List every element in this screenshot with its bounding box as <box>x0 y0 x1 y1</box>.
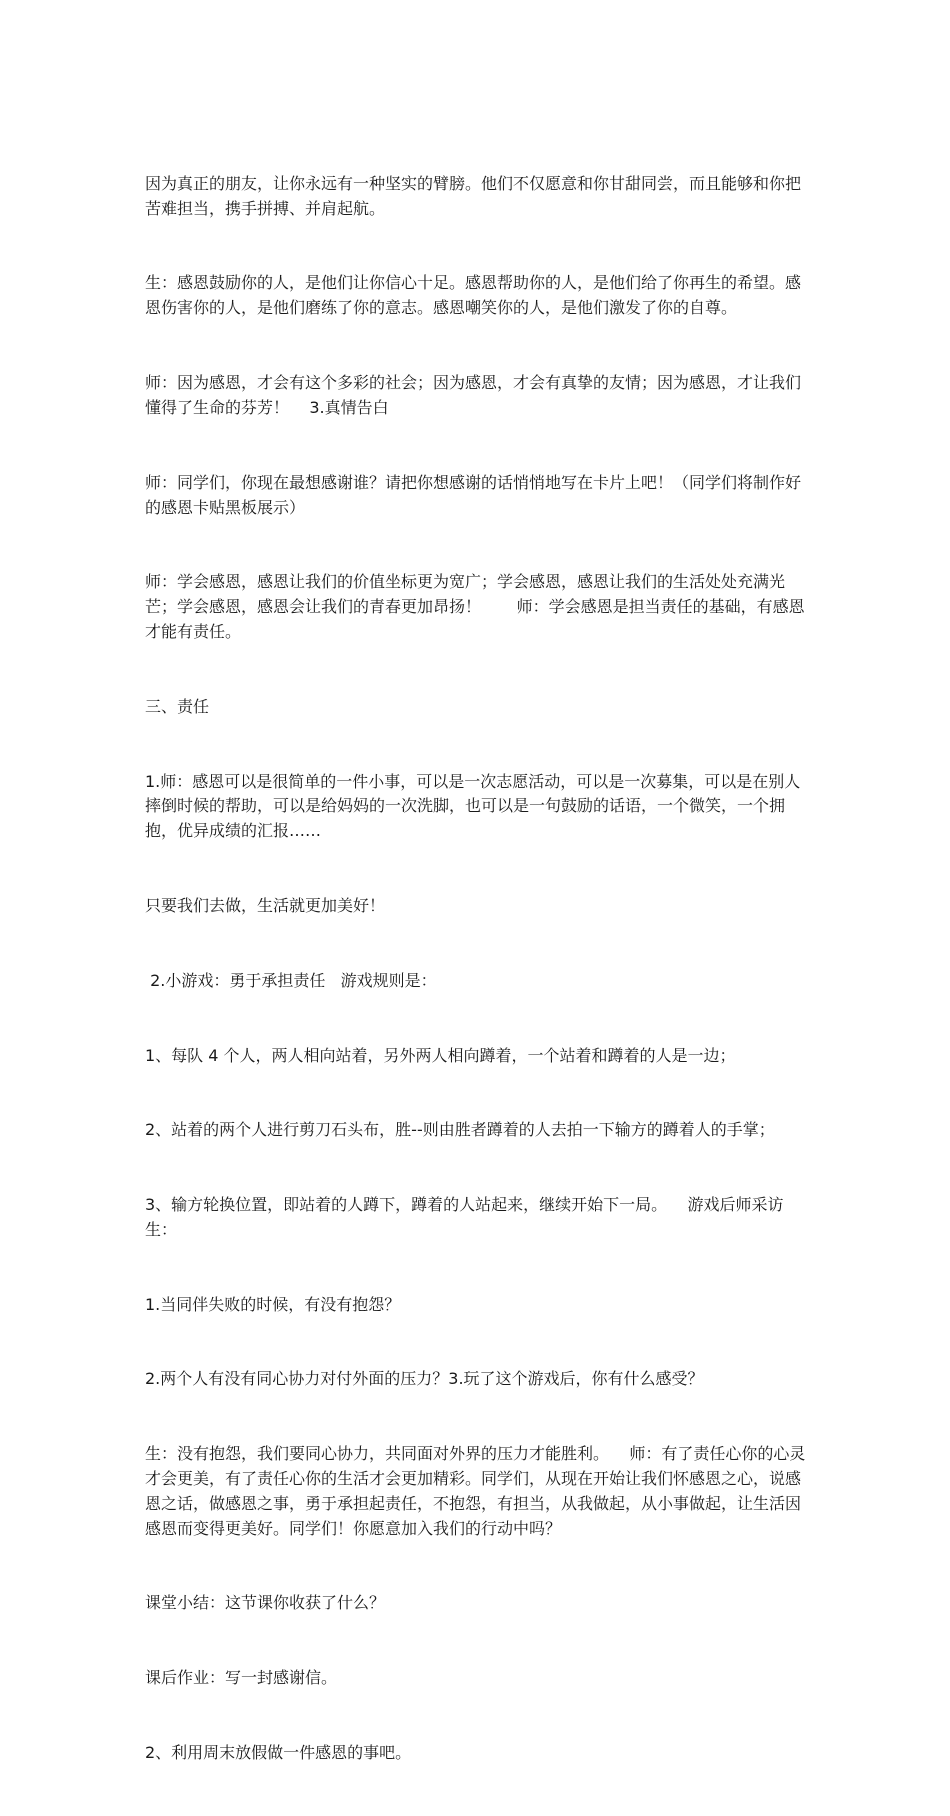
paragraph-weekend-task: 2、利用周末放假做一件感恩的事吧。 <box>145 1742 412 1762</box>
game-rule-1: 1、每队 4 个人，两人相向站着，另外两人相向蹲着，一个站着和蹲着的人是一边； <box>145 1045 736 1065</box>
paragraph-teacher-card: 师：同学们，你现在最想感谢谁？请把你想感谢的话悄悄地写在卡片上吧！（同学们将制作好的感恩卡贴黑板展示） <box>145 472 802 517</box>
document-body <box>145 122 813 1816</box>
section-heading-responsibility: 三、责任 <box>145 696 210 716</box>
paragraph-class-summary: 课堂小结：这节课你收获了什么？ <box>145 1593 386 1613</box>
game-rule-2: 2、站着的两个人进行剪刀石头布，胜--则由胜者蹲着的人去拍一下输方的蹲着人的手掌； <box>145 1120 775 1140</box>
paragraph-friends: 因为真正的朋友，让你永远有一种坚实的臂膀。他们不仅愿意和你甘甜同尝，而且能够和你把苦难担当，携手拼搏、并肩起航。 <box>145 173 802 218</box>
paragraph-homework: 课后作业：写一封感谢信。 <box>145 1668 338 1688</box>
paragraph-teacher-learn-gratitude: 师：学会感恩，感恩让我们的价值坐标更为宽广；学会感恩，感恩让我们的生活处处充满光芒；学会感恩，感恩会让我们的青春更加昂扬！ 师：学会感恩是担当责任的基础，有感恩才能有责任。 <box>145 572 805 642</box>
paragraph-teacher-because-gratitude: 师：因为感恩，才会有这个多彩的社会；因为感恩，才会有真挚的友情；因为感恩，才让我们懂得了生命的芬芳！ 3.真情告白 <box>145 373 802 417</box>
paragraph-gratitude-small-things: 1.师：感恩可以是很简单的一件小事，可以是一次志愿活动，可以是一次募集，可以是在别人摔倒时候的帮助，可以是给妈妈的一次洗脚，也可以是一句鼓励的话语，一个微笑，一个拥抱，优异成绩的汇报…… <box>145 771 801 841</box>
paragraph-student-gratitude: 生：感恩鼓励你的人，是他们让你信心十足。感恩帮助你的人，是他们给了你再生的希望。感恩伤害你的人，是他们磨练了你的意志。感恩嘲笑你的人，是他们激发了你的自尊。 <box>145 273 802 318</box>
paragraph-student-teacher-response: 生：没有抱怨，我们要同心协力，共同面对外界的压力才能胜利。 师：有了责任心你的心灵才会更美，有了责任心你的生活才会更加精彩。同学们，从现在开始让我们怀感恩之心，说感恩之话，做感恩之事，勇于承担起责任，不抱怨，有担当，从我做起，从小事做起，让生活因感恩而变得更美好。同学们！你愿意加入我们的行动中吗？ <box>145 1444 806 1538</box>
paragraph-life-better: 只要我们去做，生活就更加美好！ <box>145 896 386 916</box>
interview-question-1: 1.当同伴失败的时候，有没有抱怨？ <box>145 1294 401 1314</box>
interview-question-2-3: 2.两个人有没有同心协力对付外面的压力？3.玩了这个游戏后，你有什么感受？ <box>145 1369 704 1389</box>
game-rule-3: 3、输方轮换位置，即站着的人蹲下，蹲着的人站起来，继续开始下一局。 游戏后师采访生： <box>145 1194 784 1239</box>
paragraph-game-intro: 2.小游戏：勇于承担责任 游戏规则是： <box>145 970 437 990</box>
